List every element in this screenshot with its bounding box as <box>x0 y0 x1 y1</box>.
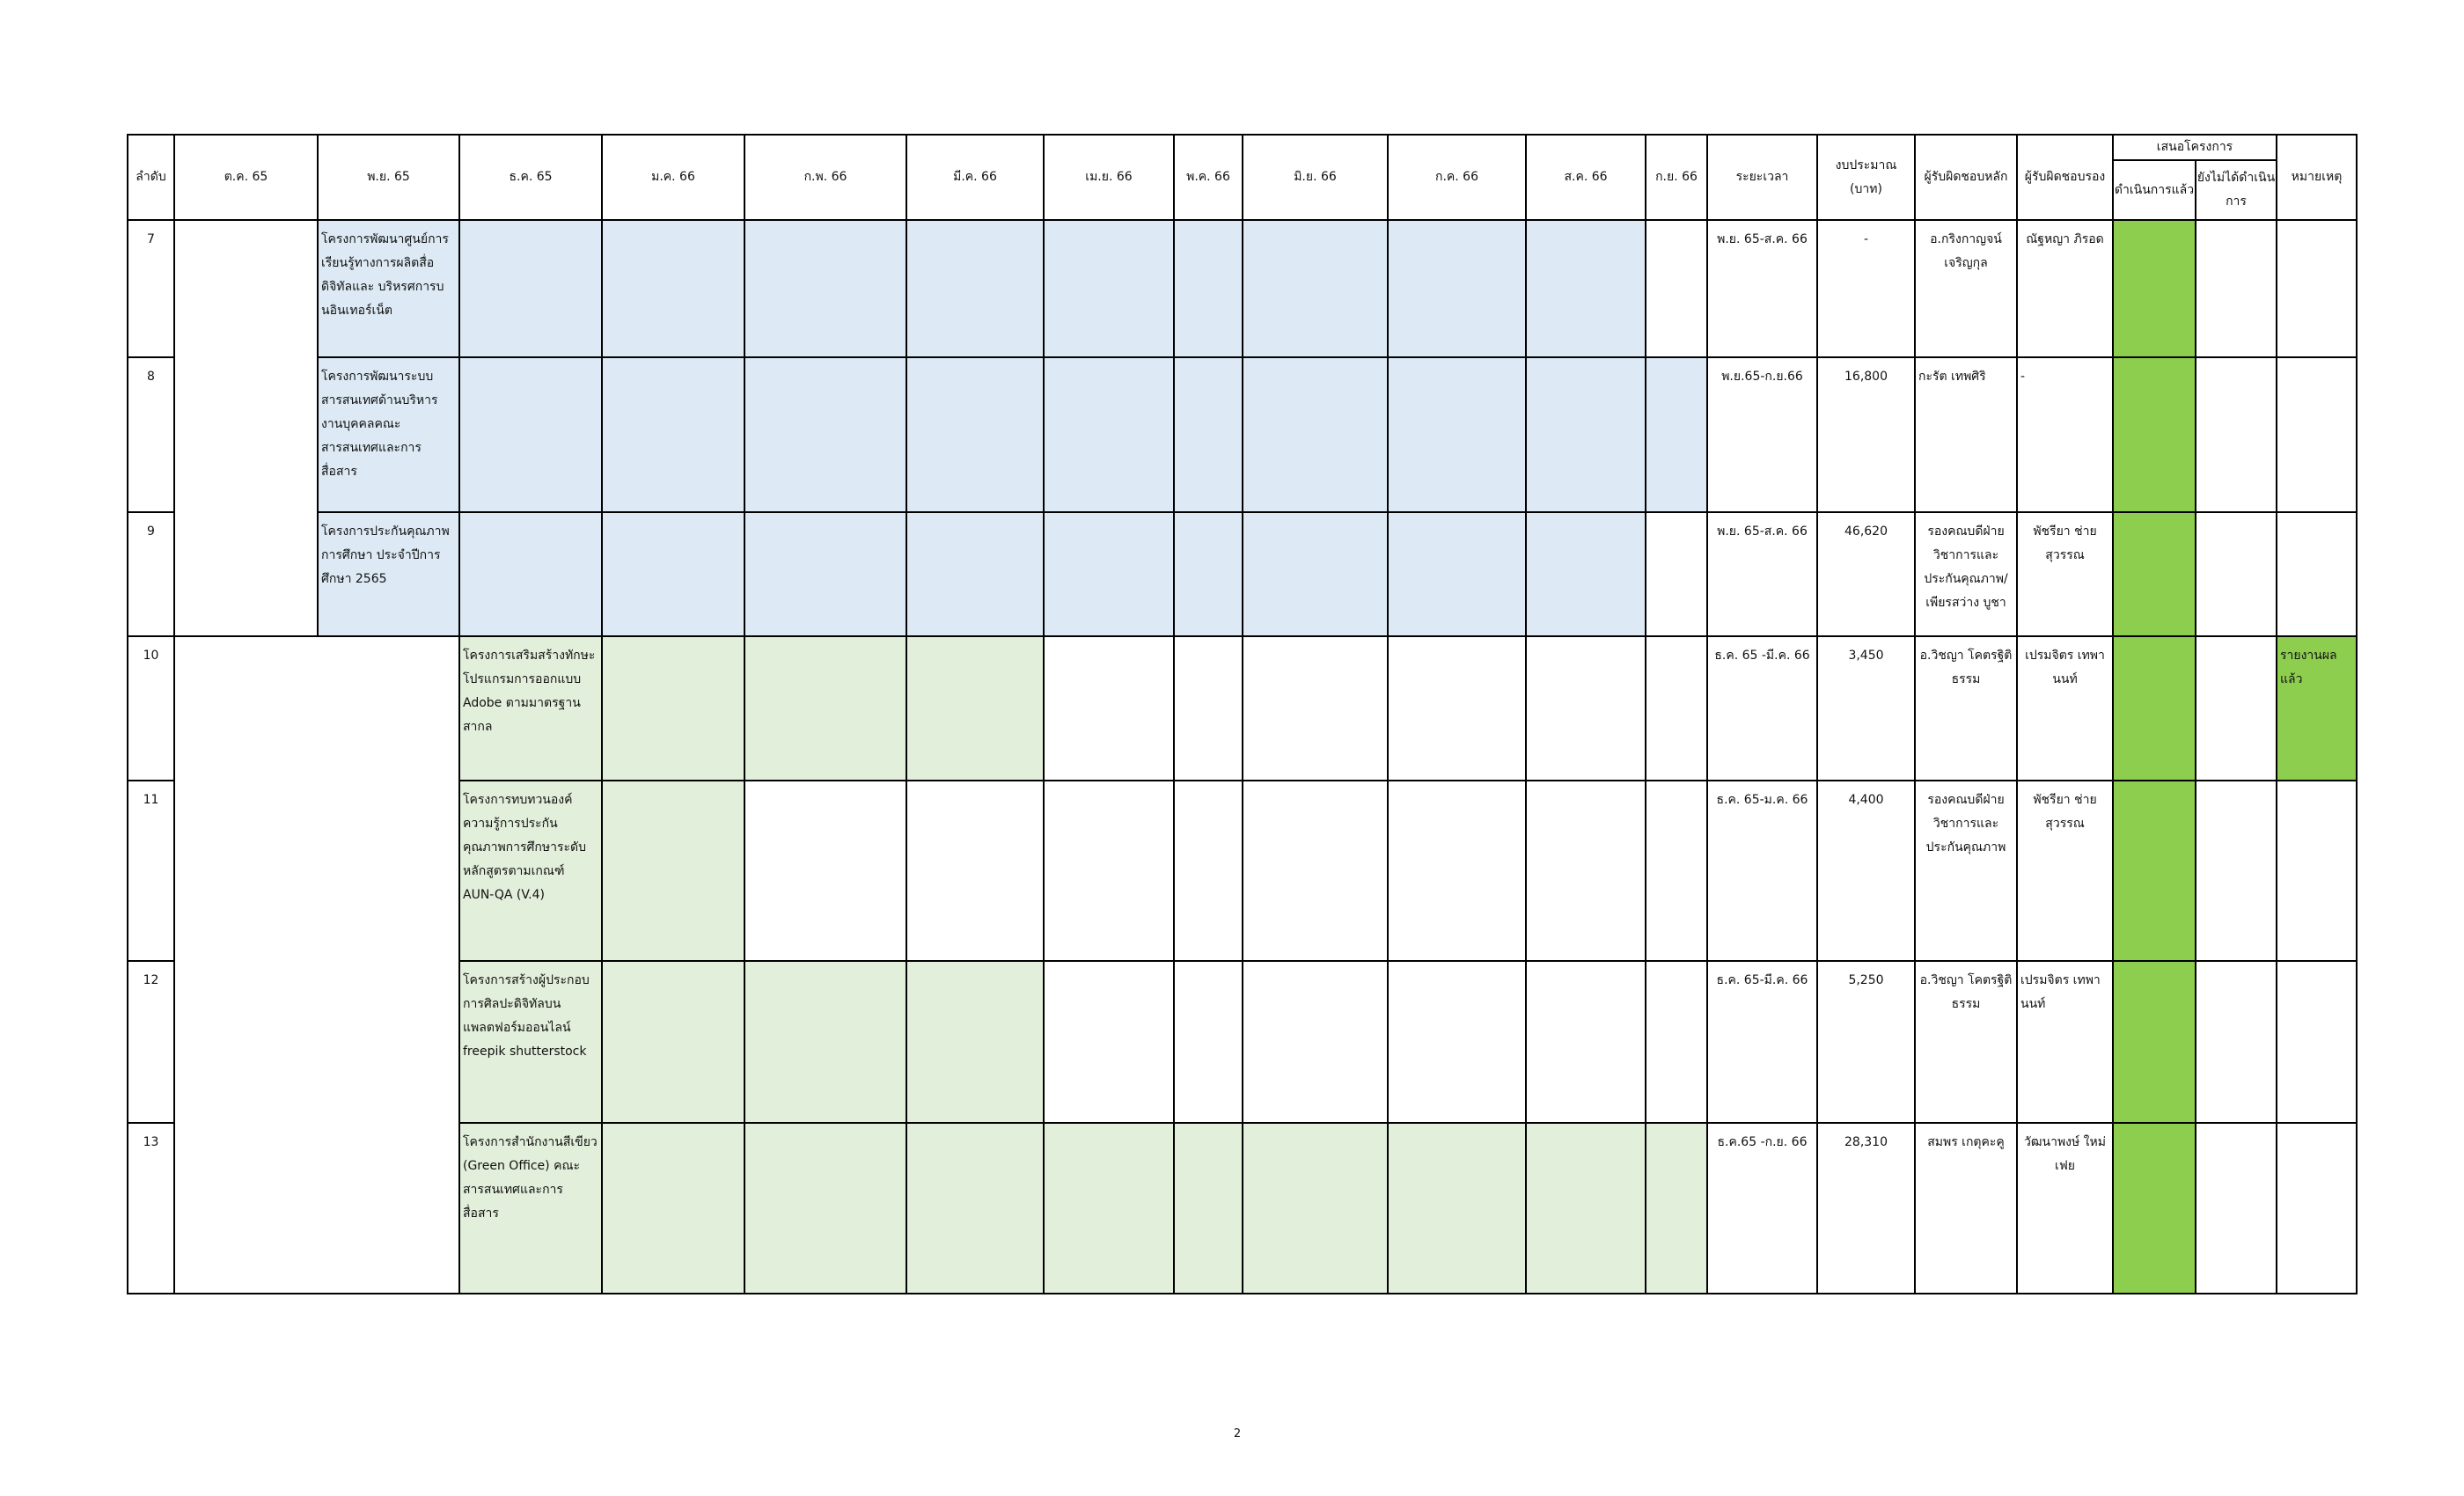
plan-cell <box>1044 220 1174 357</box>
plan-cell <box>459 512 602 636</box>
header-budget: งบประมาณ (บาท) <box>1817 135 1915 220</box>
page-number: 2 <box>1233 1427 1242 1441</box>
plan-cell <box>744 1123 906 1294</box>
plan-cell <box>744 512 906 636</box>
month-cell <box>1526 636 1646 781</box>
header-done: ดำเนินการแล้ว <box>2113 160 2196 220</box>
owner: กะรัต เทพศิริ <box>1915 357 2017 512</box>
table-row <box>128 636 2357 781</box>
header-month: ต.ค. 65 <box>174 135 318 220</box>
plan-cell <box>906 512 1044 636</box>
period: ธ.ค. 65-ม.ค. 66 <box>1707 781 1817 961</box>
remark <box>2277 357 2357 512</box>
not-done-status <box>2196 357 2277 512</box>
plan-cell <box>602 781 744 961</box>
plan-cell <box>1526 220 1646 357</box>
plan-cell <box>906 961 1044 1123</box>
budget: 16,800 <box>1817 357 1915 512</box>
plan-cell <box>1044 512 1174 636</box>
not-done-status <box>2196 1123 2277 1294</box>
plan-cell <box>1388 220 1526 357</box>
project-name: โครงการพัฒนาระบบสารสนเทศด้านบริหารงานบุคคลคณะสารสนเทศและการสื่อสาร <box>318 357 459 512</box>
table-row <box>128 357 2357 512</box>
budget: 46,620 <box>1817 512 1915 636</box>
plan-cell <box>1174 512 1243 636</box>
plan-cell <box>602 220 744 357</box>
plan-cell <box>744 636 906 781</box>
project-name: โครงการประกันคุณภาพการศึกษา ประจำปีการศึกษา 2565 <box>318 512 459 636</box>
header-remark: หมายเหตุ <box>2277 135 2357 220</box>
row-number: 7 <box>128 220 174 357</box>
plan-cell <box>1388 1123 1526 1294</box>
project-name: โครงการพัฒนาศูนย์การเรียนรู้ทางการผลิตสื่อดิจิทัลและ บริหรศการบนอินเทอร์เน็ต <box>318 220 459 357</box>
header-month: มี.ค. 66 <box>906 135 1044 220</box>
period: พ.ย.65-ก.ย.66 <box>1707 357 1817 512</box>
owner: อ.วิชญา โคตรฐิติธรรม <box>1915 636 2017 781</box>
plan-cell <box>1526 357 1646 512</box>
header-month: ก.ย. 66 <box>1646 135 1707 220</box>
month-cell <box>1243 636 1388 781</box>
owner: รองคณบดีฝ่ายวิชาการและประกันคุณภาพ <box>1915 781 2017 961</box>
header-month: ก.พ. 66 <box>744 135 906 220</box>
plan-cell <box>906 220 1044 357</box>
month-cell <box>1646 220 1707 357</box>
month-cell <box>906 781 1044 961</box>
period: พ.ย. 65-ส.ค. 66 <box>1707 220 1817 357</box>
project-name: โครงการเสริมสร้างทักษะโปรแกรมการออกแบบ Adobe ตามมาตรฐานสากล <box>459 636 602 781</box>
plan-cell <box>1388 357 1526 512</box>
row-number: 12 <box>128 961 174 1123</box>
row-number: 9 <box>128 512 174 636</box>
co-owner: เปรมจิตร เทพานนท์ <box>2017 636 2113 781</box>
plan-cell <box>1174 357 1243 512</box>
plan-cell <box>459 220 602 357</box>
plan-cell <box>1044 357 1174 512</box>
plan-cell <box>744 220 906 357</box>
co-owner: เปรมจิตร เทพานนท์ <box>2017 961 2113 1123</box>
plan-cell <box>744 961 906 1123</box>
period: ธ.ค. 65 -มี.ค. 66 <box>1707 636 1817 781</box>
plan-cell <box>602 512 744 636</box>
budget: 3,450 <box>1817 636 1915 781</box>
header-month: เม.ย. 66 <box>1044 135 1174 220</box>
plan-cell <box>1388 512 1526 636</box>
table-row <box>128 220 2357 357</box>
co-owner: วัฒนาพงษ์ ใหม่เฟย <box>2017 1123 2113 1294</box>
remark <box>2277 220 2357 357</box>
plan-cell <box>1243 1123 1388 1294</box>
done-status <box>2113 781 2196 961</box>
header-period: ระยะเวลา <box>1707 135 1817 220</box>
month-cell <box>1646 512 1707 636</box>
month-cell <box>1044 636 1174 781</box>
plan-cell <box>1526 512 1646 636</box>
period: ธ.ค.65 -ก.ย. 66 <box>1707 1123 1817 1294</box>
month-cell <box>1646 636 1707 781</box>
header-co-owner: ผู้รับผิดชอบรอง <box>2017 135 2113 220</box>
remark: รายงานผลแล้ว <box>2277 636 2357 781</box>
not-done-status <box>2196 961 2277 1123</box>
plan-cell <box>1044 1123 1174 1294</box>
plan-cell <box>602 357 744 512</box>
plan-cell <box>1174 1123 1243 1294</box>
table-row <box>128 512 2357 636</box>
month-cell <box>1243 781 1388 961</box>
owner: อ.วิชญา โคตรฐิติธรรม <box>1915 961 2017 1123</box>
month-cell <box>1646 961 1707 1123</box>
project-schedule-table <box>127 134 2358 1294</box>
co-owner: พัชรียา ช่ายสุวรรณ <box>2017 781 2113 961</box>
header-month: พ.ค. 66 <box>1174 135 1243 220</box>
header-seq: ลำดับ <box>128 135 174 220</box>
header-month: ก.ค. 66 <box>1388 135 1526 220</box>
month-cell <box>1526 781 1646 961</box>
plan-cell <box>1243 357 1388 512</box>
header-month: ธ.ค. 65 <box>459 135 602 220</box>
plan-cell <box>602 1123 744 1294</box>
co-owner: พัชรียา ช่ายสุวรรณ <box>2017 512 2113 636</box>
plan-cell <box>1243 220 1388 357</box>
done-status <box>2113 961 2196 1123</box>
row-number: 11 <box>128 781 174 961</box>
empty-cell <box>174 220 318 636</box>
month-cell <box>1526 961 1646 1123</box>
month-cell <box>1388 636 1526 781</box>
done-status <box>2113 512 2196 636</box>
table-row <box>128 961 2357 1123</box>
owner: รองคณบดีฝ่ายวิชาการและประกันคุณภาพ/เพียรสว่าง บูชา <box>1915 512 2017 636</box>
done-status <box>2113 357 2196 512</box>
plan-cell <box>906 357 1044 512</box>
month-cell <box>1174 961 1243 1123</box>
plan-cell <box>1526 1123 1646 1294</box>
month-cell <box>1388 961 1526 1123</box>
remark <box>2277 961 2357 1123</box>
header-proposal: เสนอโครงการ <box>2113 135 2277 160</box>
month-cell <box>1388 781 1526 961</box>
plan-cell <box>602 961 744 1123</box>
header-month: ส.ค. 66 <box>1526 135 1646 220</box>
header-month: พ.ย. 65 <box>318 135 459 220</box>
done-status <box>2113 636 2196 781</box>
row-number: 13 <box>128 1123 174 1294</box>
budget: 4,400 <box>1817 781 1915 961</box>
plan-cell <box>602 636 744 781</box>
project-name: โครงการสร้างผู้ประกอบการศิลปะดิจิทัลบนแพลตฟอร์มออนไลน์ freepik shutterstock <box>459 961 602 1123</box>
header-month: มิ.ย. 66 <box>1243 135 1388 220</box>
plan-cell <box>1243 512 1388 636</box>
month-cell <box>1646 781 1707 961</box>
co-owner: ณัฐหญา ภิรอด <box>2017 220 2113 357</box>
header-owner: ผู้รับผิดชอบหลัก <box>1915 135 2017 220</box>
month-cell <box>744 781 906 961</box>
remark <box>2277 781 2357 961</box>
budget: 5,250 <box>1817 961 1915 1123</box>
owner: สมพร เกตุคะคู <box>1915 1123 2017 1294</box>
not-done-status <box>2196 636 2277 781</box>
empty-cell <box>174 636 459 1294</box>
co-owner: - <box>2017 357 2113 512</box>
plan-cell <box>1646 1123 1707 1294</box>
project-name: โครงการสำนักงานสีเขียว (Green Office) คณะสารสนเทศและการสื่อสาร <box>459 1123 602 1294</box>
month-cell <box>1174 636 1243 781</box>
plan-cell <box>1646 357 1707 512</box>
not-done-status <box>2196 220 2277 357</box>
plan-cell <box>906 1123 1044 1294</box>
plan-cell <box>459 357 602 512</box>
header-not-done: ยังไม่ได้ดำเนินการ <box>2196 160 2277 220</box>
plan-cell <box>1174 220 1243 357</box>
row-number: 10 <box>128 636 174 781</box>
not-done-status <box>2196 512 2277 636</box>
not-done-status <box>2196 781 2277 961</box>
month-cell <box>1174 781 1243 961</box>
row-number: 8 <box>128 357 174 512</box>
budget: - <box>1817 220 1915 357</box>
month-cell <box>1044 961 1174 1123</box>
period: ธ.ค. 65-มี.ค. 66 <box>1707 961 1817 1123</box>
plan-cell <box>744 357 906 512</box>
plan-cell <box>906 636 1044 781</box>
done-status <box>2113 220 2196 357</box>
header-month: ม.ค. 66 <box>602 135 744 220</box>
project-name: โครงการทบทวนองค์ความรู้การประกันคุณภาพการศึกษาระดับหลักสูตรตามเกณฑ์ AUN-QA (V.4) <box>459 781 602 961</box>
table-row <box>128 1123 2357 1294</box>
done-status <box>2113 1123 2196 1294</box>
month-cell <box>1243 961 1388 1123</box>
remark <box>2277 512 2357 636</box>
remark <box>2277 1123 2357 1294</box>
owner: อ.กริงกาญจน์ เจริญกุล <box>1915 220 2017 357</box>
table-row <box>128 781 2357 961</box>
month-cell <box>1044 781 1174 961</box>
budget: 28,310 <box>1817 1123 1915 1294</box>
period: พ.ย. 65-ส.ค. 66 <box>1707 512 1817 636</box>
